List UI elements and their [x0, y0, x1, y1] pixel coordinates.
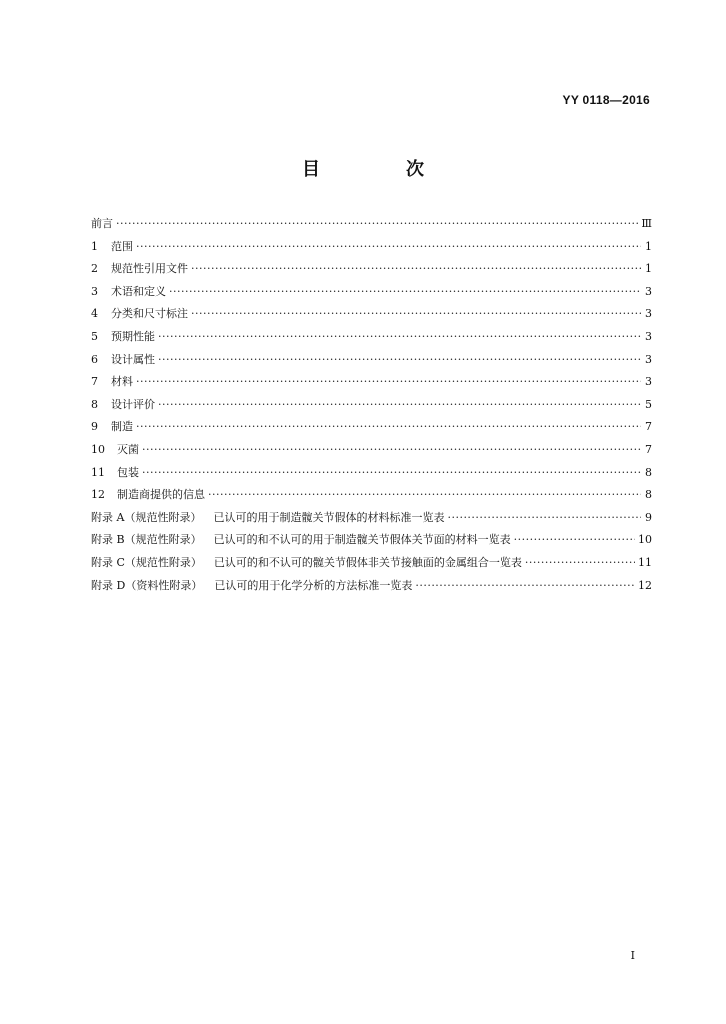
toc-section-number: 6 [91, 352, 98, 366]
toc-entry-annex-d[interactable] [91, 575, 652, 598]
toc-label: 规范性引用文件 [111, 262, 188, 276]
toc-page-number: 3 [645, 352, 652, 366]
toc-annex-tag: 附录 B（规范性附录） [91, 533, 202, 547]
leader-dots [142, 439, 641, 462]
toc-page-number: 7 [645, 420, 652, 434]
toc-page-number: 1 [645, 262, 652, 276]
toc-label: 前言 [91, 217, 113, 230]
toc-annex-tag: 附录 C（规范性附录） [91, 555, 202, 569]
toc-entry-annex-a[interactable] [91, 507, 652, 530]
toc-label: 灭菌 [117, 442, 139, 456]
toc-page-number: 12 [638, 578, 652, 592]
toc-entry-12[interactable] [91, 484, 652, 507]
toc-section-number: 11 [91, 465, 105, 479]
toc-section-number: 1 [91, 239, 98, 253]
toc-section-number: 5 [91, 329, 98, 343]
toc-label: 术语和定义 [111, 284, 166, 298]
toc-label: 范围 [111, 239, 133, 253]
leader-dots [514, 529, 635, 552]
toc-page-number: 11 [638, 555, 652, 569]
toc-section-number: 4 [91, 307, 98, 321]
toc-label: 设计评价 [111, 397, 155, 411]
toc-label: 制造商提供的信息 [117, 488, 205, 502]
toc-page-number: 3 [645, 375, 652, 389]
toc-page-number: 3 [645, 284, 652, 298]
standard-code: YY 0118—2016 [562, 93, 650, 107]
toc-page-number: 7 [645, 442, 652, 456]
toc-entry-annex-c[interactable] [91, 552, 652, 575]
leader-dots [208, 484, 641, 507]
leader-dots [158, 349, 641, 372]
toc-entry-9[interactable] [91, 416, 652, 439]
toc-label: 设计属性 [111, 352, 155, 366]
toc-label: 已认可的用于制造髋关节假体的材料标准一览表 [213, 510, 445, 524]
leader-dots [136, 236, 641, 259]
toc-section-number: 10 [91, 442, 105, 456]
toc-section-number: 12 [91, 488, 105, 502]
toc-label: 预期性能 [111, 329, 155, 343]
toc-entry-4[interactable] [91, 303, 652, 326]
toc-section-number: 7 [91, 375, 98, 389]
toc-entry-annex-b[interactable] [91, 529, 652, 552]
leader-dots [142, 462, 641, 485]
toc-section-number: 2 [91, 262, 98, 276]
page-number: I [630, 949, 635, 962]
toc-page-number: 3 [645, 329, 652, 343]
leader-dots [158, 394, 641, 417]
leader-dots [136, 371, 641, 394]
leader-dots [525, 552, 635, 575]
leader-dots [136, 416, 641, 439]
toc-section-number: 8 [91, 397, 98, 411]
leader-dots [169, 281, 641, 304]
toc-annex-tag: 附录 D（资料性附录） [91, 578, 203, 592]
leader-dots [116, 213, 638, 236]
toc-label: 包装 [117, 465, 139, 479]
toc-section-number: 9 [91, 420, 98, 434]
toc-entry-6[interactable] [91, 349, 652, 372]
toc-page-number: 1 [645, 239, 652, 253]
toc-page-number: 3 [645, 307, 652, 321]
toc-entry-5[interactable] [91, 326, 652, 349]
toc-label: 已认可的和不认可的用于制造髋关节假体关节面的材料一览表 [213, 533, 511, 547]
toc-entry-8[interactable] [91, 394, 652, 417]
toc-entry-3[interactable] [91, 281, 652, 304]
toc-page-number: 5 [645, 397, 652, 411]
table-of-contents [91, 213, 652, 597]
toc-annex-tag: 附录 A（规范性附录） [91, 510, 202, 524]
leader-dots [158, 326, 641, 349]
toc-label: 制造 [111, 420, 133, 434]
toc-entry-10[interactable] [91, 439, 652, 462]
toc-section-number: 3 [91, 284, 98, 298]
toc-page-number: 8 [645, 488, 652, 502]
toc-page-number: Ⅲ [641, 217, 652, 230]
toc-entry-foreword[interactable] [91, 213, 652, 236]
leader-dots [415, 575, 635, 598]
toc-page-number: 8 [645, 465, 652, 479]
leader-dots [191, 258, 641, 281]
toc-entry-2[interactable] [91, 258, 652, 281]
toc-label: 已认可的用于化学分析的方法标准一览表 [214, 578, 413, 592]
toc-label: 已认可的和不认可的髋关节假体非关节接触面的金属组合一览表 [213, 555, 522, 569]
toc-page-number: 10 [638, 533, 652, 547]
toc-entry-1[interactable] [91, 236, 652, 259]
toc-page-number: 9 [645, 510, 652, 524]
toc-entry-7[interactable] [91, 371, 652, 394]
toc-label: 材料 [111, 375, 133, 389]
leader-dots [191, 303, 641, 326]
toc-entry-11[interactable] [91, 462, 652, 485]
toc-label: 分类和尺寸标注 [111, 307, 188, 321]
leader-dots [447, 507, 641, 530]
page-title: 目 次 [302, 159, 458, 180]
